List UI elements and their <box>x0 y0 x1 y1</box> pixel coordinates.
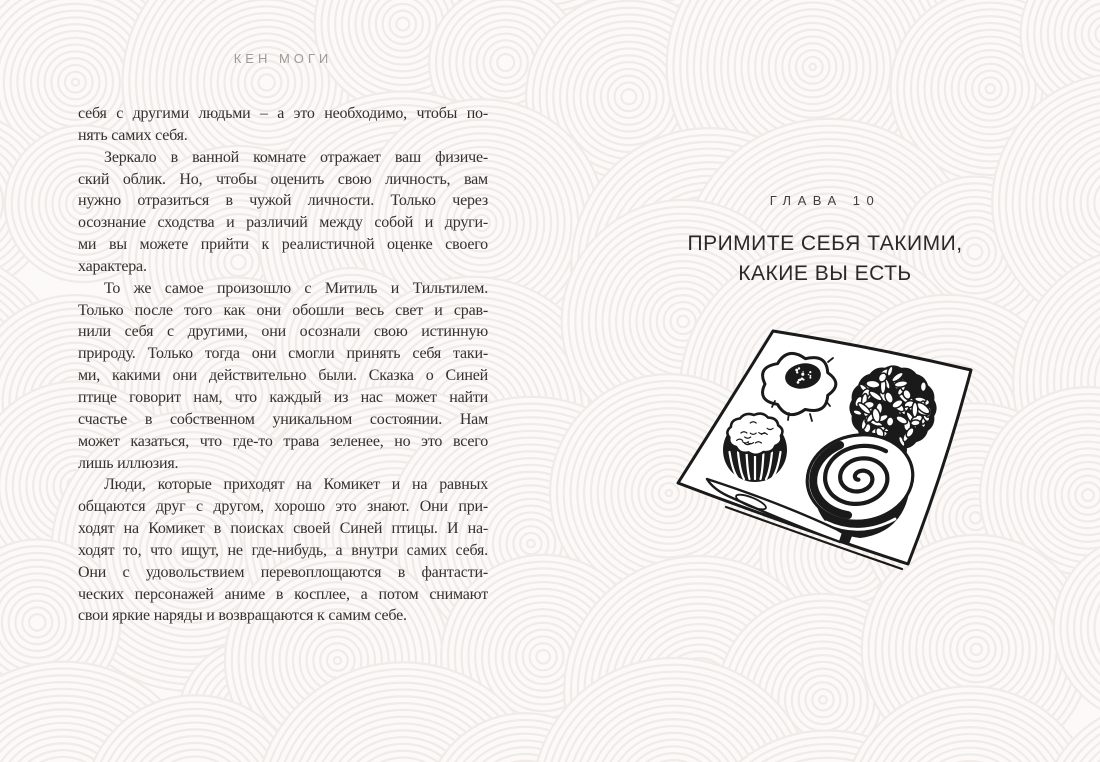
text-line: Только после того как они обошли весь свет и срав- <box>78 301 488 319</box>
text-line: ми, какими они действительно были. Сказка о Синей <box>78 367 488 385</box>
text-line: ходят то, что ищут, не где-нибудь, а внутри самих себя. <box>78 541 488 559</box>
text-line: нужно отразиться в чужой личности. Только через <box>78 192 488 210</box>
wagashi-plate-illustration <box>668 326 1004 592</box>
text-line: ми вы можете прийти к реалистичной оценке своего <box>78 236 488 254</box>
chestnut-sweet <box>723 414 787 482</box>
text-line: птице говорит нам, что каждый из нас может найти <box>78 388 488 406</box>
chapter-title-line-2: КАКИЕ ВЫ ЕСТЬ <box>738 262 912 285</box>
chapter-title <box>550 229 1100 289</box>
text-line: ческих персонажей аниме в косплее, а потом снимают <box>78 585 488 603</box>
text-line: ский облик. Но, чтобы оценить свою личность, вам <box>78 170 488 188</box>
chapter-number: ГЛАВА 10 <box>769 193 881 208</box>
text-line: То же самое произошло с Митиль и Тильтилем. <box>104 279 488 297</box>
text-line: Они с удовольствием перевоплощаются в фантасти- <box>78 563 488 581</box>
text-line: природу. Только тогда они смогли принять себя таки- <box>78 345 488 363</box>
body-text <box>78 103 488 627</box>
text-line: свои яркие наряды и возвращаются к самим себе. <box>78 607 407 625</box>
text-line: себя с другими людьми – а это необходимо, чтобы по- <box>78 105 488 122</box>
text-line: Люди, которые приходят на Комикет и на равных <box>104 476 488 494</box>
text-line: счастье в собственном уникальном состоянии. Нам <box>78 410 488 428</box>
text-line: ходят на Комикет в поисках своей Синей птицы. И на- <box>78 520 488 538</box>
text-line: Зеркало в ванной комнате отражает ваш физиче- <box>104 148 488 166</box>
text-line: характера. <box>78 257 147 275</box>
chapter-title-line-1: ПРИМИТЕ СЕБЯ ТАКИМИ, <box>687 232 963 255</box>
text-line: лишь иллюзия. <box>78 454 179 472</box>
text-line: может казаться, что где-то трава зеленее, но это всего <box>78 432 488 450</box>
text-line: нять самих себя. <box>78 126 188 144</box>
text-line: нили себя с другими, они осознали свою истинную <box>78 323 488 341</box>
text-line: общаются друг с другом, хорошо это знают. Они при- <box>78 498 488 516</box>
text-line: осознание сходства и различий между собой и други- <box>78 214 488 232</box>
running-header: КЕН МОГИ <box>233 51 333 66</box>
